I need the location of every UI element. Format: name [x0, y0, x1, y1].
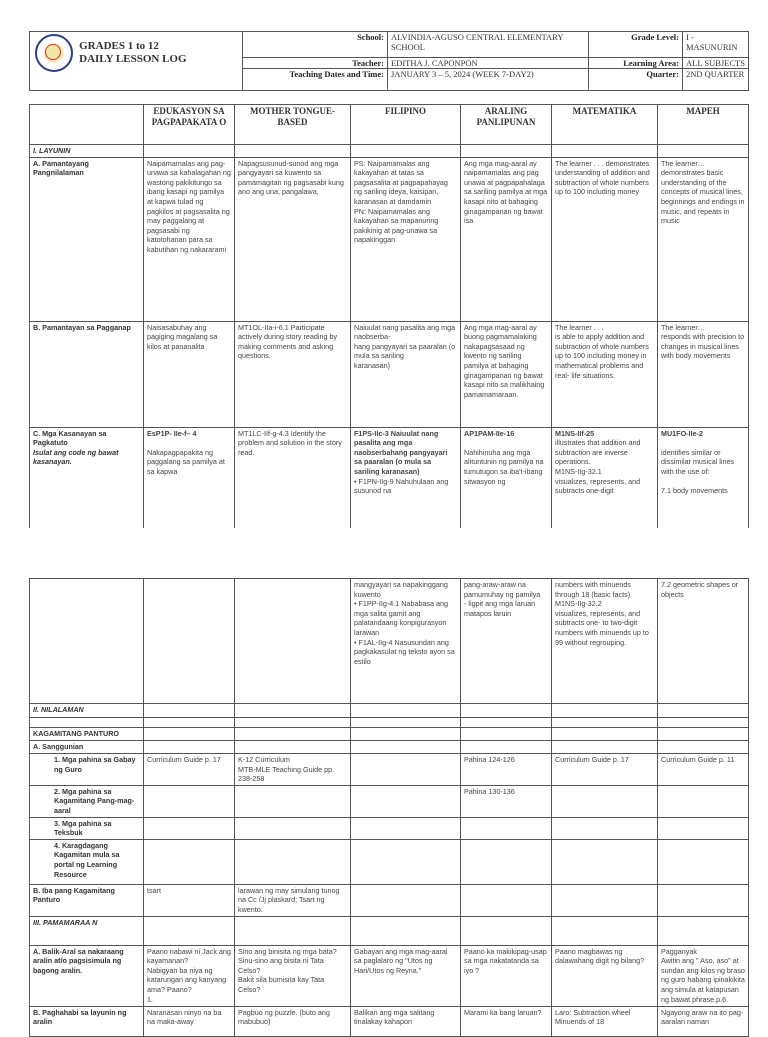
table-cell: Laro: Subtraction wheel Minuends of 18 [552, 1006, 658, 1036]
column-header: MATEMATIKA [552, 105, 658, 145]
row-label-text: A. Balik-Aral sa nakaraang aralin at/o pagsisimula ng bagong aralin. [33, 946, 124, 975]
table-cell: Marami ka bang laruan? [461, 1006, 552, 1036]
learning-area-label: Learning Area: [589, 58, 683, 69]
empty-cell [461, 145, 552, 158]
school-label: School: [243, 32, 388, 58]
table-cell: Naipamamalas ang pag-unawa sa kahalagahan ng wastong pakikitungo sa ibang kasapi ng pamilya at kapwa tulad ng pagkilos at pagsasalita ng may paggalang at pagsasabi ng katotohanan para sa kabutihan ng nakararami [144, 157, 235, 321]
table-cell: The learner . . . demonstrates understanding of addition and subtraction of whole numbers up to 100 including money [552, 157, 658, 321]
section-label: KAGAMITANG PANTURO [30, 728, 144, 741]
table-row [30, 884, 749, 916]
row-label [30, 427, 144, 544]
grade-level-value: I - MASUNURIN [683, 32, 749, 58]
table-row [30, 785, 749, 817]
table-cell [351, 839, 461, 884]
row-label-text: 3. Mga pahina sa Teksbuk [54, 818, 112, 838]
table-row [30, 427, 749, 544]
empty-cell [351, 704, 461, 718]
table-row [30, 718, 749, 728]
table-cell: Sino ang binisita ng mga bata? Sinu-sino ang bisita ni Tata Celso? Bakit sila bumisita kay Tata Celso? [235, 945, 351, 1006]
grade-level-label: Grade Level: [589, 32, 683, 58]
table-cell: Curriculum Guide p. 17 [144, 754, 235, 786]
empty-cell [30, 718, 144, 728]
title-line-2: DAILY LESSON LOG [79, 53, 187, 65]
logo-cell [30, 32, 243, 91]
title-line-1: GRADES 1 to 12 [79, 40, 159, 52]
row-label [30, 884, 144, 916]
empty-cell [235, 728, 351, 741]
table-row [30, 945, 749, 1006]
table-cell: Napagsusunud-sunod ang mga pangyayari sa kuwento sa pamamagitan ng pagsasabi kung ano ang una, pangalawa, [235, 157, 351, 321]
quarter-label: Quarter: [589, 69, 683, 91]
empty-cell [235, 718, 351, 728]
table-cell: K-12 Curriculum MTB-MLE Teaching Guide pp. 238-258 [235, 754, 351, 786]
table-row [30, 817, 749, 839]
table-cell: AP1PAM-IIe-16 Nahihinuha ang mga alituntunin ng pamilya na tumutugon sa iba't-ibang sitwasyon ng [461, 427, 552, 544]
empty-cell [144, 741, 235, 754]
row-label-text: 1. Mga pahina sa Gabay ng Guro [54, 755, 136, 774]
row-label [30, 321, 144, 427]
table-cell: Paano magbawas ng dalawahang digit ng bilang? [552, 945, 658, 1006]
row-label-text: 4. Karagdagang Kagamitan mula sa portal ng Learning Resource [54, 840, 120, 879]
row-label-text: A. Pamantayang Pangnilalaman [33, 158, 89, 178]
competency-code: AP1PAM-IIe-16 [464, 428, 515, 438]
table-cell [351, 785, 461, 817]
table-cell [351, 884, 461, 916]
table-cell: Curriculum Guide p. 17 [552, 754, 658, 786]
table-cell: numbers with minuends through 18 (basic facts) M1NS-IIg-32.2 visualizes, represents, and subtracts one- to two-digit numbers with minuends up to 99 without regrouping. [552, 579, 658, 704]
table-cell: larawan ng may simulang tunog na Cc /Jj plaskard; Tsart ng kwento. [235, 884, 351, 916]
deped-seal-icon [35, 34, 73, 72]
table-row [30, 579, 749, 704]
empty-cell [658, 741, 749, 754]
column-header: MAPEH [658, 105, 749, 145]
table-cell: The learner… demonstrates basic understanding of the concepts of musical lines, beginnings and endings in music, and repeats in music [658, 157, 749, 321]
row-label [30, 785, 144, 817]
empty-cell [235, 145, 351, 158]
table-cell: Balikan ang mga salitang tinalakay kahapon [351, 1006, 461, 1036]
table-row [30, 916, 749, 945]
empty-cell [144, 718, 235, 728]
competency-code: M1NS-IIf-25 [555, 428, 595, 438]
table-cell [461, 817, 552, 839]
empty-cell [461, 916, 552, 945]
empty-cell [552, 741, 658, 754]
empty-cell [144, 916, 235, 945]
section-label: I. LAYUNIN [30, 145, 144, 158]
competency-code: EsP1P- IIe-f– 4 [147, 428, 197, 438]
table-row [30, 145, 749, 158]
empty-cell [658, 728, 749, 741]
table-cell [658, 884, 749, 916]
quarter-value: 2ND QUARTER [683, 69, 749, 91]
empty-cell [552, 704, 658, 718]
table-row [30, 741, 749, 754]
empty-cell [144, 728, 235, 741]
teacher-label: Teacher: [243, 58, 388, 69]
row-label [30, 157, 144, 321]
empty-cell [351, 741, 461, 754]
table-cell [351, 754, 461, 786]
table-cell: mangyayari sa napakinggang kuwento • F1PP-IIg-4.1 Nababasa ang mga salita gamit ang palatandaang konpigurasyon larawan • F1AL-IIg-4 Nasusundan ang pagkakasulat ng teksto ayon sa estilo [351, 579, 461, 704]
empty-cell [552, 718, 658, 728]
empty-cell [351, 718, 461, 728]
table-cell: PS: Naipamamalas ang kakayahan at tatas sa pagsasalita at pagpapahayag ng sariling ideya, kaisipan, karanasan at damdamin PN: Naipamamalas ang kakayahan sa mapanuring pakikinig at pag-unawa sa napakinggan [351, 157, 461, 321]
table-cell: pang-araw-araw na pamumuhay ng pamilya - ligpit ang mga laruan matapos laruin [461, 579, 552, 704]
table-cell: Naranasan ninyo na ba na maka-away [144, 1006, 235, 1036]
row-label-text: B. Pamantayan sa Pagganap [33, 322, 131, 332]
table-cell [658, 817, 749, 839]
section-label: III. PAMAMARAA N [30, 916, 144, 945]
table-row [30, 728, 749, 741]
column-header: EDUKASYON SA PAGPAPAKATA O [144, 105, 235, 145]
table-cell: Pahina 130-136 [461, 785, 552, 817]
table-cell: Pahina 124-126 [461, 754, 552, 786]
lesson-table-page-1 [29, 104, 749, 545]
empty-cell [351, 728, 461, 741]
table-cell [658, 785, 749, 817]
empty-cell [144, 145, 235, 158]
teaching-dates-value: JANUARY 3 – 5, 2024 (WEEK 7-DAY2) [388, 69, 589, 91]
table-cell: Ang mga mag-aaral ay naipamamalas ang pag unawa at pagpapahalaga sa sariling pamilya at mga kasapi nito at bahaging ginagampanan ng bawat isa [461, 157, 552, 321]
table-cell: Naisasabuhay ang pagiging magalang sa kilos at pananalita [144, 321, 235, 427]
row-label [30, 1006, 144, 1036]
table-cell: Ang mga mag-aaral ay buong pagmamalaking nakapagsasaad ng kwento ng sariling pamilya at bahaging ginagampanan ng bawat kasapi nito sa malikhaing pamamamaraan. [461, 321, 552, 427]
competency-code: MU1FO-IIe-2 [661, 428, 703, 438]
empty-cell [461, 741, 552, 754]
empty-cell [658, 916, 749, 945]
table-cell [552, 884, 658, 916]
table-cell [235, 817, 351, 839]
empty-cell [552, 728, 658, 741]
table-cell: MT1OL-IIa-i-6.1 Participate actively during story reading by making comments and asking questions. [235, 321, 351, 427]
table-cell: Pagbuo ng puzzle. (buto ang mabubuo) [235, 1006, 351, 1036]
section-label: A. Sanggunian [30, 741, 144, 754]
table-cell [144, 785, 235, 817]
table-cell [552, 817, 658, 839]
table-row [30, 321, 749, 427]
empty-cell [461, 718, 552, 728]
table-cell: tsart [144, 884, 235, 916]
header-table [29, 31, 749, 91]
table-cell: Gabayan ang mga mag-aaral sa paglalaro ng "Utos ng Hari/Utos ng Reyna." [351, 945, 461, 1006]
column-header: MOTHER TONGUE-BASED [235, 105, 351, 145]
row-label [30, 579, 144, 704]
form-title [79, 40, 186, 66]
table-cell [461, 839, 552, 884]
row-label [30, 817, 144, 839]
column-header-row [30, 105, 749, 145]
table-cell [351, 817, 461, 839]
empty-cell [144, 704, 235, 718]
empty-cell [235, 704, 351, 718]
table-cell [144, 817, 235, 839]
table-cell [658, 839, 749, 884]
table-row [30, 704, 749, 718]
table-cell [552, 839, 658, 884]
empty-cell [552, 916, 658, 945]
table-cell [552, 785, 658, 817]
empty-cell [351, 916, 461, 945]
row-label [30, 754, 144, 786]
empty-cell [461, 704, 552, 718]
empty-cell [552, 145, 658, 158]
row-label [30, 839, 144, 884]
row-label-text: B. Paghahabi sa layunin ng aralin [33, 1007, 127, 1027]
table-cell: MT1LC-IIf-g-4.3 Identify the problem and solution in the story read. [235, 427, 351, 544]
row-label-text: B. Iba pang Kagamitang Panturo [33, 885, 115, 905]
table-cell: F1PS-IIc-3 Naiuulat nang pasalita ang mga naobserbahang pangyayari sa paaralan (o mula sa sariling karanasan) • F1PN-IIg-9 Nahuhulaan ang susunod na [351, 427, 461, 544]
empty-cell [461, 728, 552, 741]
learning-area-value: ALL SUBJECTS [683, 58, 749, 69]
table-cell: MU1FO-IIe-2 identifies similar or dissimilar musical lines with the use of: 7.1 body movements [658, 427, 749, 544]
school-value: ALVINDIA-AGUSO CENTRAL ELEMENTARY SCHOOL [388, 32, 589, 58]
table-cell [235, 579, 351, 704]
table-cell: EsP1P- IIe-f– 4 Nakapagpapakita ng paggalang sa pamilya at sa kapwa [144, 427, 235, 544]
row-label-text: 2. Mga pahina sa Kagamitang Pang-mag-aaral [54, 786, 135, 815]
row-note: Isulat ang code ng bawat kasanayan. [33, 447, 119, 467]
table-cell: Pagganyak Awitin ang " Aso, aso" at sundan ang kilos ng braso ng guro habang ipinakikita ang simula at katapusan ng bawat phrase.p.6. [658, 945, 749, 1006]
empty-cell [235, 741, 351, 754]
row-label-text: C. Mga Kasanayan sa Pagkatuto [33, 428, 107, 448]
table-cell: 7.2 geometric shapes or objects [658, 579, 749, 704]
row-label [30, 945, 144, 1006]
table-cell: Paano nabawi ni Jack ang kayamanan? Nabigyan ba niya ng katarungan ang kanyang ama? Paano? 1. [144, 945, 235, 1006]
column-header: ARALING PANLIPUNAN [461, 105, 552, 145]
competency-code: F1PS-IIc-3 Naiuulat nang pasalita ang mga naobserbahang pangyayari sa paaralan (o mula sa sariling karanasan) [354, 428, 448, 476]
teacher-value: EDITHA J. CAPONPON [388, 58, 589, 69]
empty-cell [351, 145, 461, 158]
teaching-dates-label: Teaching Dates and Time: [243, 69, 388, 91]
table-cell: Naiuulat nang pasalita ang mga naobserba- hang pangyayari sa paaralan (o mula sa sariling karanasan) [351, 321, 461, 427]
table-cell [144, 839, 235, 884]
table-row [30, 839, 749, 884]
table-cell [235, 785, 351, 817]
lesson-table-page-2 [29, 578, 749, 1037]
table-cell [144, 579, 235, 704]
table-row [30, 1006, 749, 1036]
table-cell [235, 839, 351, 884]
corner-cell [30, 105, 144, 145]
table-cell: The learner . . . is able to apply addition and subtraction of whole numbers up to 100 including money in mathematical problems and real- life situations. [552, 321, 658, 427]
page-break [0, 528, 768, 576]
table-cell: Ngayong araw na ito pag-aaralan naman [658, 1006, 749, 1036]
table-cell: M1NS-IIf-25 illustrates that addition and subtraction are inverse operations. M1NS-IIg-32.1 visualizes, represents, and subtracts one-digit [552, 427, 658, 544]
empty-cell [658, 145, 749, 158]
table-row [30, 754, 749, 786]
empty-cell [658, 704, 749, 718]
empty-cell [235, 916, 351, 945]
section-label: II. NILALAMAN [30, 704, 144, 718]
empty-cell [658, 718, 749, 728]
table-cell: The learner… responds with precision to changes in musical lines with body movements [658, 321, 749, 427]
table-cell [461, 884, 552, 916]
table-cell: Paano ka makikipag-usap sa mga nakatatanda sa iyo ? [461, 945, 552, 1006]
table-row [30, 157, 749, 321]
column-header: FILIPINO [351, 105, 461, 145]
table-cell: Curriculum Guide p. 11 [658, 754, 749, 786]
